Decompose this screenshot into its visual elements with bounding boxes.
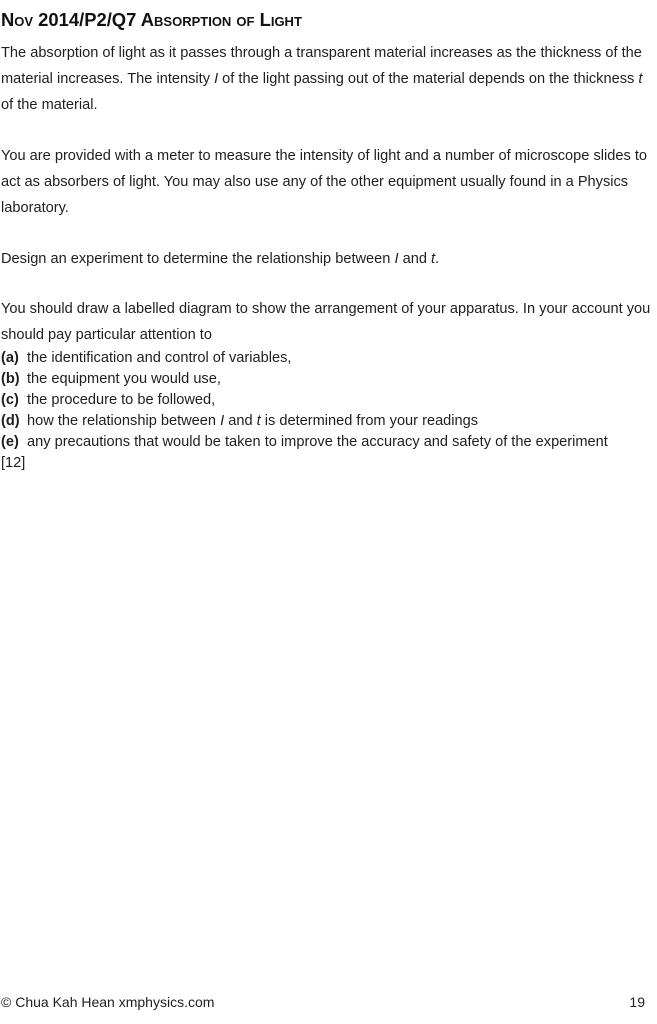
item-text: the identification and control of variables,: [27, 350, 292, 366]
item-marker: (a): [1, 350, 19, 366]
requirement-item: [1, 348, 657, 369]
text-line: of the material.: [1, 97, 98, 113]
requirement-item: [1, 432, 657, 453]
text-line: You should draw a labelled diagram to show the arrangement of your apparatus. In your account you: [1, 301, 651, 317]
item-marker: (c): [1, 392, 19, 408]
requirement-item: [1, 390, 657, 411]
text-line: material increases. The intensity I of the light passing out of the material depends on the thickness t: [1, 71, 643, 87]
text-line: act as absorbers of light. You may also use any of the other equipment usually found in a Physics: [1, 174, 629, 190]
requirement-items: [1, 348, 657, 453]
requirements-list: [1, 348, 657, 474]
marks-label: [12]: [1, 455, 26, 471]
paragraph-task: [1, 246, 657, 272]
text-line: should pay particular attention to: [1, 327, 212, 343]
text-line: You are provided with a meter to measure the intensity of light and a number of microscope slides to: [1, 148, 647, 164]
paragraph-intro: [1, 40, 657, 118]
requirement-item: [1, 411, 657, 432]
item-text: any precautions that would be taken to improve the accuracy and safety of the experiment: [27, 434, 608, 450]
question-title: Nov 2014/P2/Q7 Absorption of Light: [1, 9, 302, 30]
text-line: laboratory.: [1, 200, 69, 216]
item-marker: (b): [1, 371, 20, 387]
paragraph-equipment: [1, 143, 657, 221]
paragraph-instructions: [1, 296, 657, 348]
item-text: how the relationship between I and t is determined from your readings: [27, 413, 479, 429]
requirement-item: [1, 369, 657, 390]
copyright-text: © Chua Kah Hean xmphysics.com: [1, 994, 215, 1010]
item-text: the procedure to be followed,: [27, 392, 216, 408]
item-text: the equipment you would use,: [27, 371, 221, 387]
page-number: 19: [629, 994, 645, 1010]
item-marker: (d): [1, 413, 20, 429]
page-footer: [1, 992, 645, 1013]
text-line: Design an experiment to determine the relationship between I and t.: [1, 251, 440, 267]
item-marker: (e): [1, 434, 19, 450]
text-line: The absorption of light as it passes through a transparent material increases as the thickness of the: [1, 45, 642, 61]
